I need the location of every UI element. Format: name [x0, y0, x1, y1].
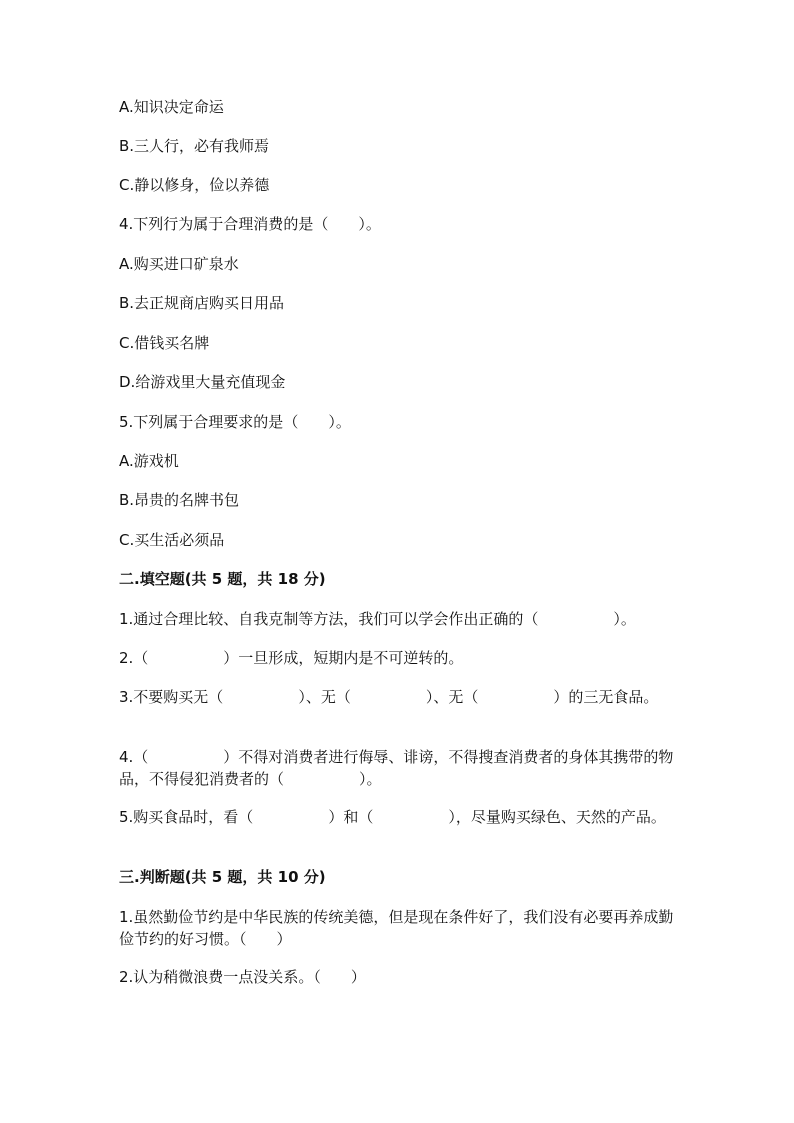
option-b-q4: B.去正规商店购买日用品: [119, 294, 285, 312]
option-d-q4: D.给游戏里大量充值现金: [119, 373, 286, 391]
option-b-q5: B.昂贵的名牌书包: [119, 491, 240, 509]
option-a-q5: A.游戏机: [119, 452, 179, 470]
tf-question-1: 1.虽然勤俭节约是中华民族的传统美德，但是现在条件好了，我们没有必要再养成勤俭节约的好习惯。（ ）: [119, 908, 674, 948]
question-4: 4.下列行为属于合理消费的是（ ）。: [119, 215, 381, 233]
option-b-q3: B.三人行，必有我师焉: [119, 137, 270, 155]
option-a-q4: A.购买进口矿泉水: [119, 255, 239, 273]
tf-question-2: 2.认为稍微浪费一点没关系。（ ）: [119, 968, 366, 986]
option-c-q4: C.借钱买名牌: [119, 334, 210, 352]
section-true-false: 三.判断题(共 5 题，共 10 分): [119, 868, 326, 886]
section-fill-in-blank: 二.填空题(共 5 题，共 18 分): [119, 570, 326, 588]
fill-question-2: 2.（ ）一旦形成，短期内是不可逆转的。: [119, 649, 464, 667]
question-5: 5.下列属于合理要求的是（ ）。: [119, 413, 351, 431]
fill-question-5: 5.购买食品时，看（ ）和（ ），尽量购买绿色、天然的产品。: [119, 808, 666, 826]
fill-question-4: 4.（ ）不得对消费者进行侮辱、诽谤，不得搜查消费者的身体其携带的物品，不得侵犯消费者的（ ）。: [119, 748, 674, 788]
fill-question-3: 3.不要购买无（ ）、无（ ）、无（ ）的三无食品。: [119, 688, 659, 706]
option-c-q3: C.静以修身，俭以养德: [119, 176, 270, 194]
option-c-q5: C.买生活必须品: [119, 531, 225, 549]
option-a-q3: A.知识决定命运: [119, 98, 224, 116]
fill-question-1: 1.通过合理比较、自我克制等方法，我们可以学会作出正确的（ ）。: [119, 610, 636, 628]
